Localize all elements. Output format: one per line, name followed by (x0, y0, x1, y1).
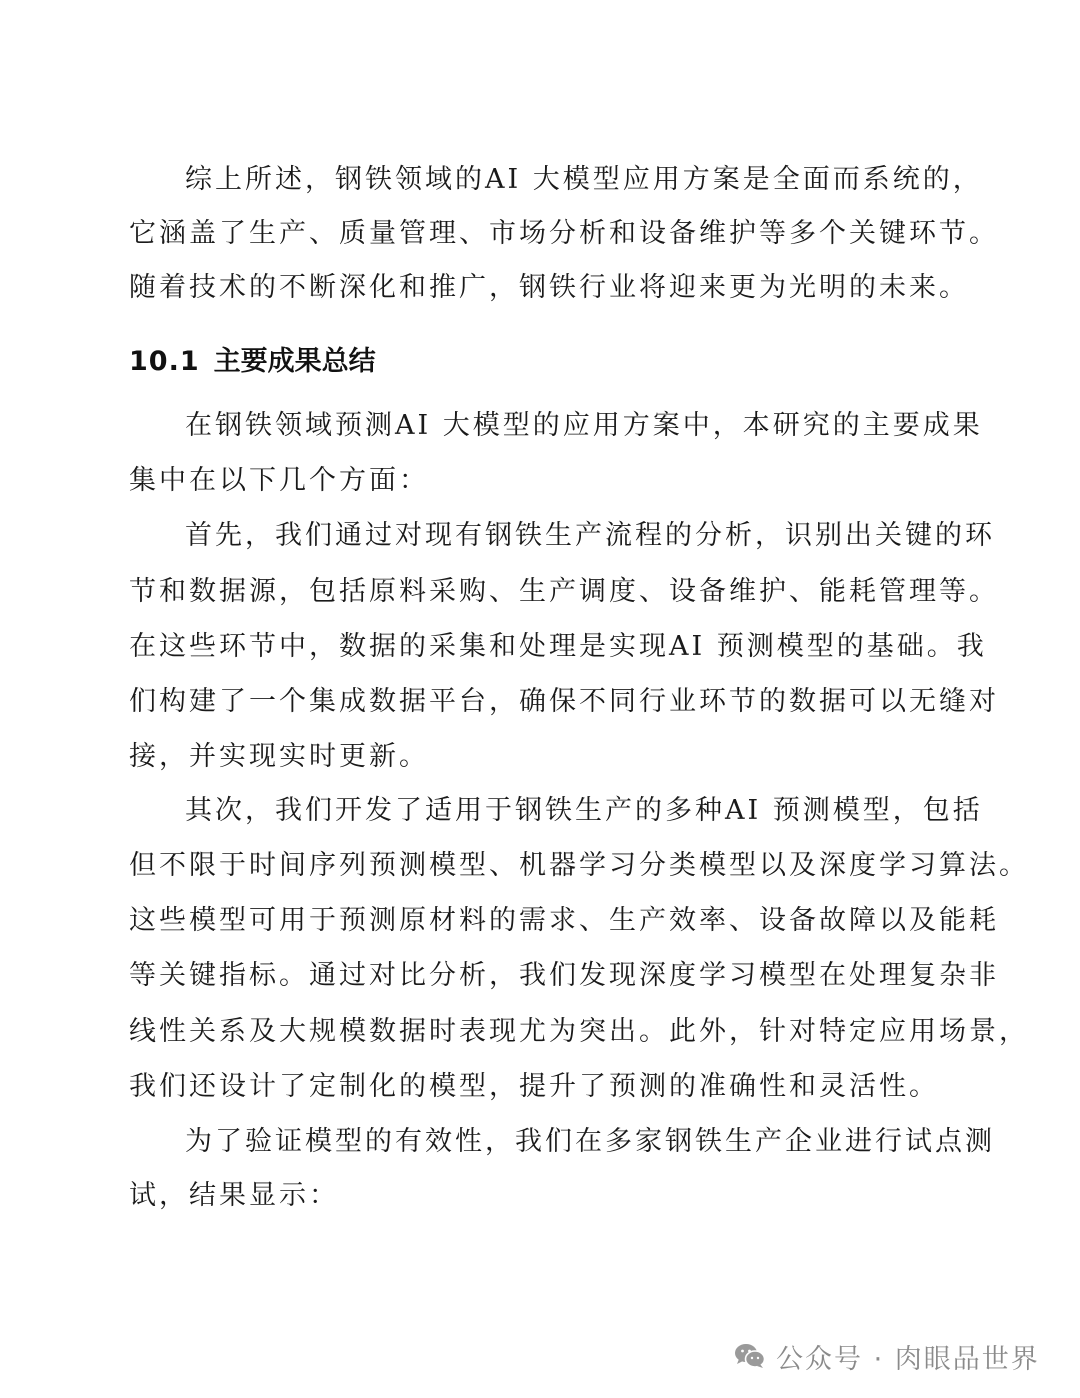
p2-line-4: 们构建了一个集成数据平台，确保不同行业环节的数据可以无缝对 (129, 686, 999, 717)
intro-line-3: 随着技术的不断深化和推广，钢铁行业将迎来更为光明的未来。 (129, 272, 969, 303)
p3-line-4: 等关键指标。通过对比分析，我们发现深度学习模型在处理复杂非 (129, 960, 999, 991)
p2-line-3: 在这些环节中，数据的采集和处理是实现AI 预测模型的基础。我 (129, 631, 987, 662)
p4-line-2: 试，结果显示： (129, 1180, 339, 1211)
section-heading (129, 344, 376, 380)
p2-line-5: 接，并实现实时更新。 (129, 741, 429, 772)
watermark (734, 1336, 1040, 1376)
intro-line-1: 综上所述，钢铁领域的AI 大模型应用方案是全面而系统的， (185, 164, 983, 195)
p3-line-1: 其次，我们开发了适用于钢铁生产的多种AI 预测模型，包括 (185, 795, 983, 826)
section-number: 10.1 (129, 346, 200, 377)
section-title: 主要成果总结 (213, 346, 376, 377)
p1-line-1: 在钢铁领域预测AI 大模型的应用方案中，本研究的主要成果 (185, 410, 983, 441)
p3-line-3: 这些模型可用于预测原材料的需求、生产效率、设备故障以及能耗 (129, 905, 999, 936)
wechat-icon (734, 1342, 766, 1370)
watermark-text: 公众号 · 肉眼品世界 (776, 1343, 1040, 1375)
p3-line-5: 线性关系及大规模数据时表现尤为突出。此外，针对特定应用场景， (129, 1016, 1029, 1047)
intro-line-2: 它涵盖了生产、质量管理、市场分析和设备维护等多个关键环节。 (129, 218, 999, 249)
p3-line-2: 但不限于时间序列预测模型、机器学习分类模型以及深度学习算法。 (129, 850, 1029, 881)
p1-line-2: 集中在以下几个方面： (129, 465, 429, 496)
p2-line-1: 首先，我们通过对现有钢铁生产流程的分析，识别出关键的环 (185, 520, 995, 551)
p2-line-2: 节和数据源，包括原料采购、生产调度、设备维护、能耗管理等。 (129, 576, 999, 607)
p3-line-6: 我们还设计了定制化的模型，提升了预测的准确性和灵活性。 (129, 1071, 939, 1102)
p4-line-1: 为了验证模型的有效性，我们在多家钢铁生产企业进行试点测 (185, 1126, 995, 1157)
